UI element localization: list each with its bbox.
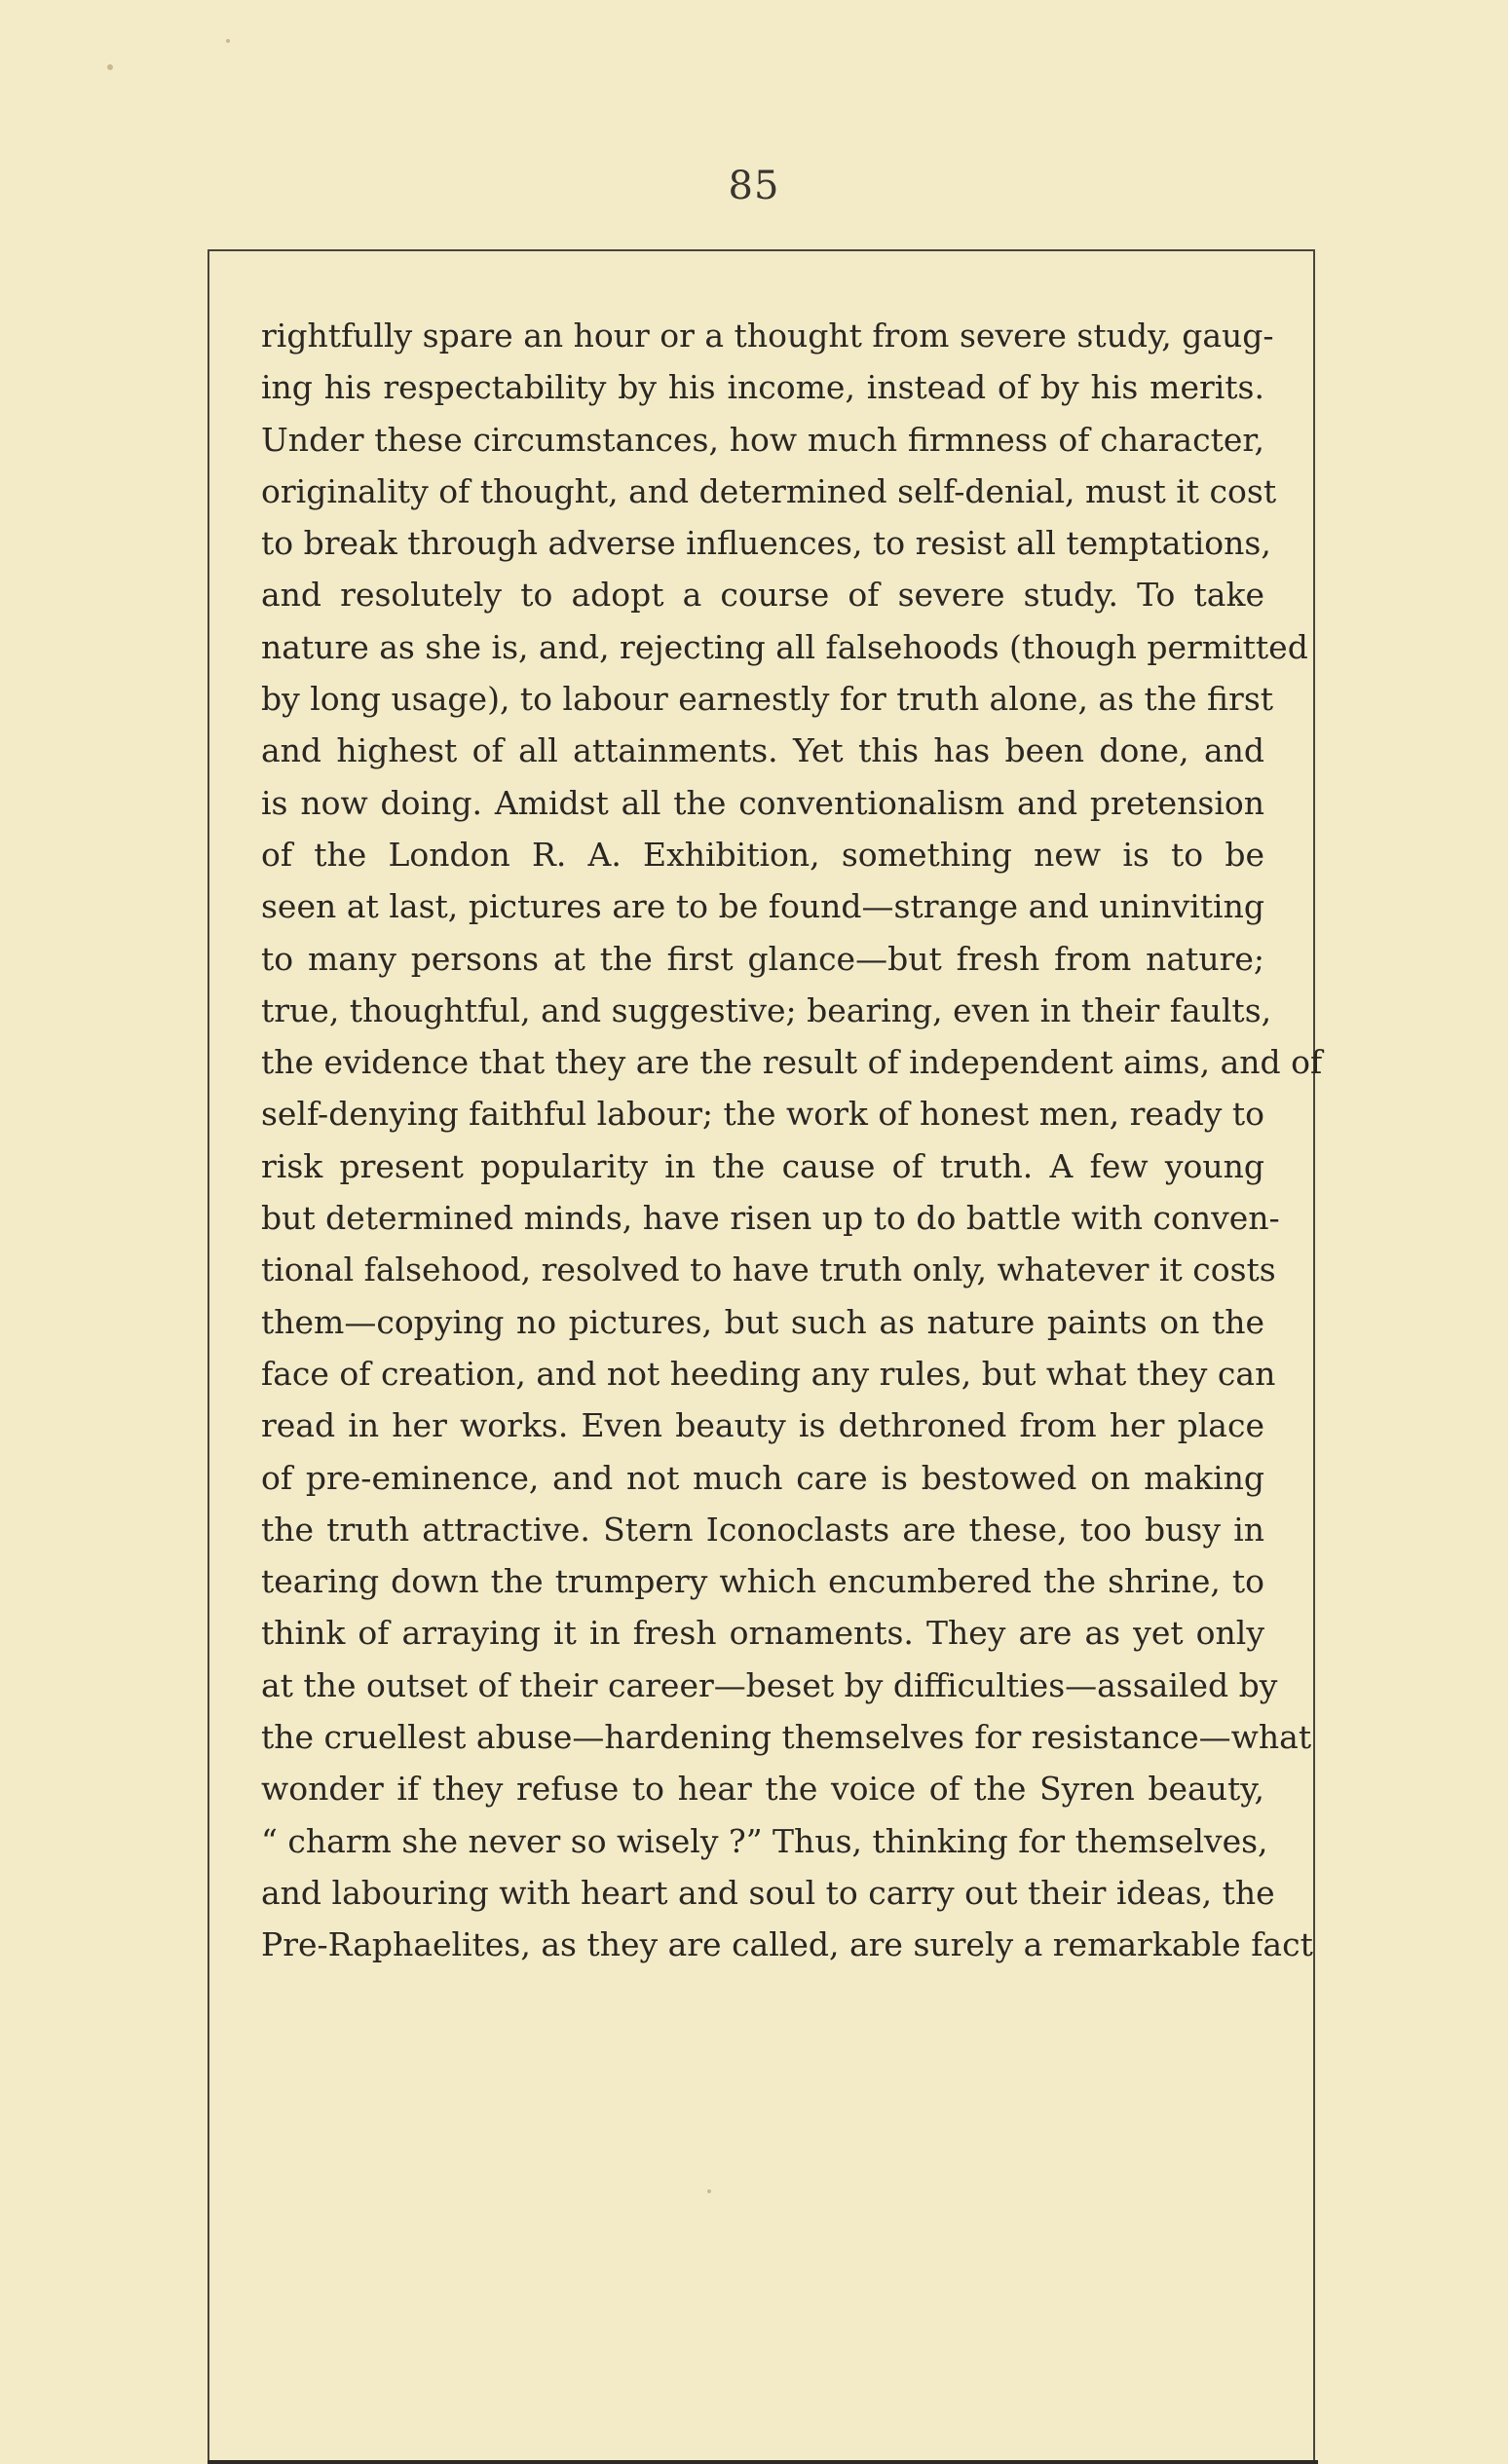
- text-line: nature as she is, and, rejecting all falsehoods (though permitted: [261, 627, 1308, 666]
- text-line: and highest of all attainments. Yet this has been done, and: [261, 731, 1264, 770]
- paper-speck: [707, 2189, 711, 2193]
- text-line: is now doing. Amidst all the conventionalism and pretension: [261, 783, 1264, 822]
- text-line: of the London R. A. Exhibition, something new is to be: [261, 835, 1264, 874]
- text-line: tearing down the trumpery which encumbered the shrine, to: [261, 1562, 1264, 1601]
- text-line: them—copying no pictures, but such as nature paints on the: [261, 1302, 1264, 1341]
- text-line: rightfully spare an hour or a thought from severe study, gaug-: [261, 317, 1274, 355]
- page-number: 85: [728, 164, 780, 208]
- text-line: the truth attractive. Stern Iconoclasts are these, too busy in: [261, 1510, 1264, 1549]
- text-line: of pre-eminence, and not much care is bestowed on making: [261, 1458, 1264, 1497]
- paper-speck: [226, 39, 230, 43]
- text-line: Pre-Raphaelites, as they are called, are surely a remarkable fact: [261, 1925, 1313, 1964]
- text-line: “ charm she never so wisely ?” Thus, thinking for themselves,: [261, 1821, 1268, 1860]
- frame-bottom-rule: [207, 2460, 1318, 2464]
- text-line: originality of thought, and determined self-denial, must it cost: [261, 471, 1277, 510]
- text-line: wonder if they refuse to hear the voice of the Syren beauty,: [261, 1770, 1264, 1809]
- text-line: and resolutely to adopt a course of severe study. To take: [261, 576, 1264, 615]
- text-line: but determined minds, have risen up to do battle with conven-: [261, 1199, 1280, 1238]
- text-line: tional falsehood, resolved to have truth only, whatever it costs: [261, 1251, 1276, 1289]
- text-line: the cruellest abuse—hardening themselves for resistance—what: [261, 1718, 1312, 1757]
- text-line: and labouring with heart and soul to carry out their ideas, the: [261, 1873, 1275, 1912]
- text-line: read in her works. Even beauty is dethroned from her place: [261, 1406, 1264, 1445]
- text-line: think of arraying it in fresh ornaments. They are as yet only: [261, 1614, 1264, 1653]
- text-line: at the outset of their career—beset by difficulties—assailed by: [261, 1665, 1278, 1704]
- body-text: [261, 310, 1323, 1971]
- text-line: risk present popularity in the cause of truth. A few young: [261, 1146, 1264, 1185]
- text-line: ing his respectability by his income, instead of by his merits.: [261, 368, 1264, 407]
- text-line: to break through adverse influences, to resist all temptations,: [261, 524, 1271, 563]
- text-line: face of creation, and not heeding any rules, but what they can: [261, 1354, 1276, 1393]
- text-line: true, thoughtful, and suggestive; bearing, even in their faults,: [261, 990, 1272, 1029]
- text-line: the evidence that they are the result of independent aims, and of: [261, 1043, 1323, 1082]
- text-line: by long usage), to labour earnestly for truth alone, as the first: [261, 680, 1274, 719]
- text-line: seen at last, pictures are to be found—strange and uninviting: [261, 887, 1264, 926]
- text-line: Under these circumstances, how much firmness of character,: [261, 420, 1264, 459]
- text-line: to many persons at the first glance—but fresh from nature;: [261, 939, 1264, 978]
- text-line: self-denying faithful labour; the work of honest men, ready to: [261, 1095, 1264, 1134]
- paper-speck: [107, 64, 113, 70]
